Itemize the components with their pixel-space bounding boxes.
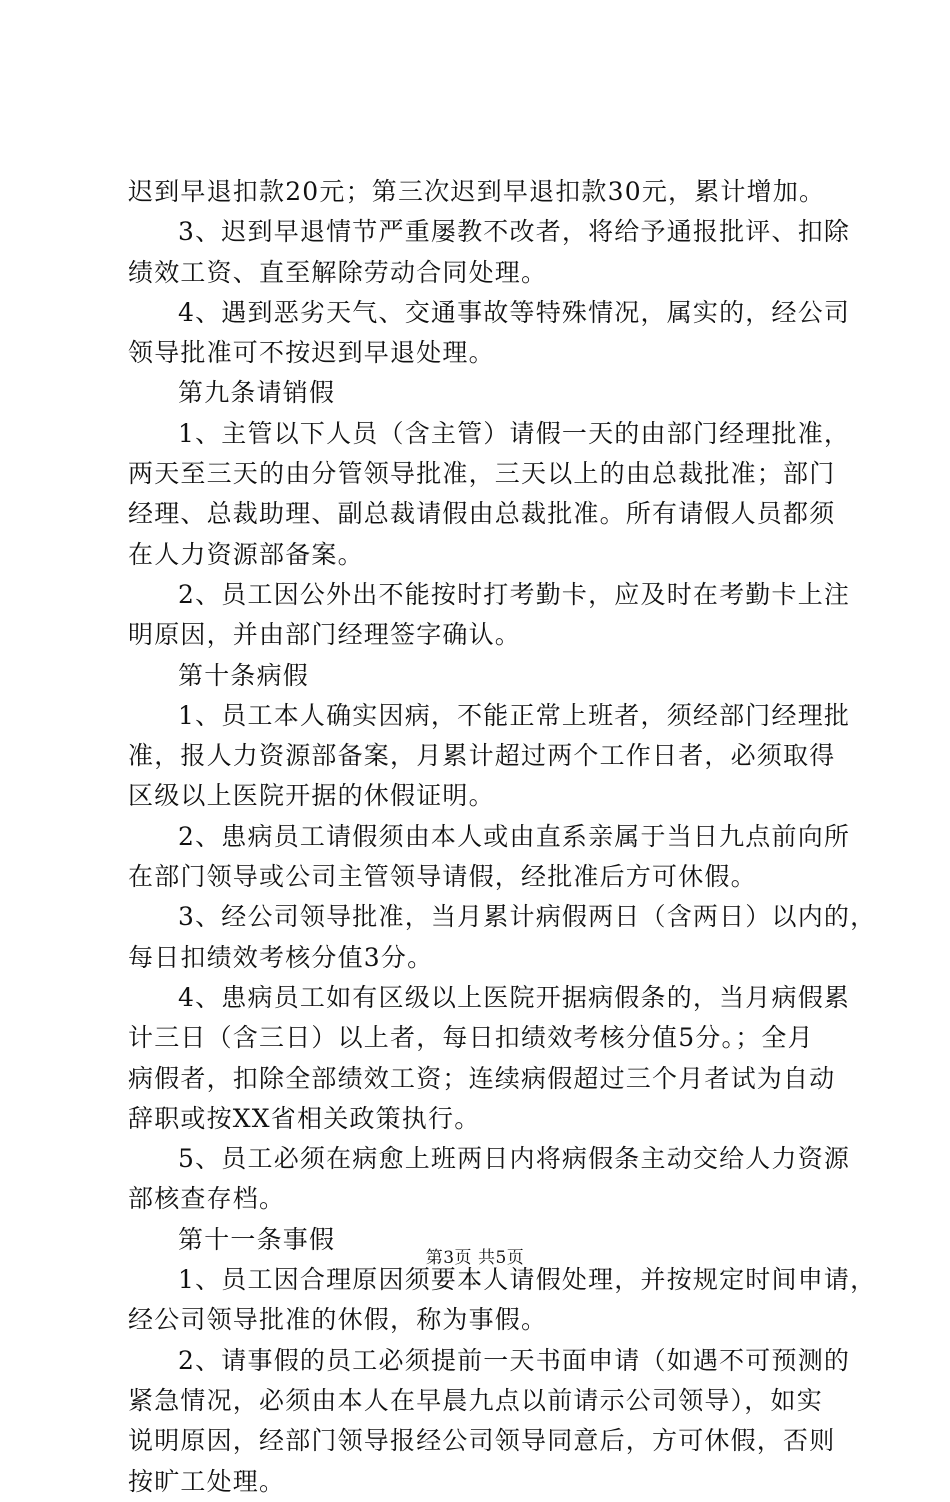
text-line: 经公司领导批准的休假，称为事假。	[128, 1305, 548, 1335]
text-line: 两天至三天的由分管领导批准，三天以上的由总裁批准；部门	[128, 459, 836, 489]
text-line: 在人力资源部备案。	[128, 539, 364, 569]
text-line: 部核查存档。	[128, 1184, 286, 1214]
text-line: 经理、总裁助理、副总裁请假由总裁批准。所有请假人员都须	[128, 499, 836, 529]
text-line: 准，报人力资源部备案，月累计超过两个工作日者，必须取得	[128, 741, 836, 771]
text-line: 1、员工本人确实因病，不能正常上班者，须经部门经理批	[178, 700, 851, 730]
text-line: 第十条病假	[178, 660, 310, 690]
text-line: 计三日（含三日）以上者，每日扣绩效考核分值5分。；全月	[128, 1023, 814, 1053]
text-line: 绩效工资、直至解除劳动合同处理。	[128, 257, 548, 287]
text-line: 每日扣绩效考核分值3分。	[128, 942, 434, 972]
text-line: 第十一条事假	[178, 1224, 336, 1254]
text-line: 4、遇到恶劣天气、交通事故等特殊情况，属实的，经公司	[178, 297, 851, 327]
text-line: 2、员工因公外出不能按时打考勤卡，应及时在考勤卡上注	[178, 579, 851, 609]
text-line: 1、员工因合理原因须要本人请假处理，并按规定时间申请，	[178, 1265, 877, 1295]
text-line: 明原因，并由部门经理签字确认。	[128, 620, 522, 650]
text-line: 1、主管以下人员（含主管）请假一天的由部门经理批准，	[178, 418, 851, 448]
text-line: 说明原因，经部门领导报经公司领导同意后，方可休假，否则	[128, 1426, 836, 1456]
text-line: 在部门领导或公司主管领导请假，经批准后方可休假。	[128, 862, 757, 892]
text-line: 迟到早退扣款20元；第三次迟到早退扣款30元，累计增加。	[128, 177, 826, 206]
text-line: 4、患病员工如有区级以上医院开据病假条的，当月病假累	[178, 982, 851, 1012]
text-line: 紧急情况，必须由本人在早晨九点以前请示公司领导），如实	[128, 1385, 823, 1415]
text-line: 按旷工处理。	[128, 1466, 286, 1496]
text-line: 领导批准可不按迟到早退处理。	[128, 338, 495, 368]
page-footer: 第3页 共5页	[425, 1248, 525, 1268]
text-line: 第九条请销假	[178, 378, 336, 408]
text-line: 5、员工必须在病愈上班两日内将病假条主动交给人力资源	[178, 1144, 851, 1174]
text-line: 3、经公司领导批准，当月累计病假两日（含两日）以内的，	[178, 902, 877, 932]
text-line: 区级以上医院开据的休假证明。	[128, 781, 495, 811]
document-body	[128, 172, 877, 1502]
text-line: 3、迟到早退情节严重屡教不改者，将给予通报批评、扣除	[178, 217, 851, 247]
text-line: 病假者，扣除全部绩效工资；连续病假超过三个月者试为自动	[128, 1063, 836, 1093]
text-line: 辞职或按XX省相关政策执行。	[128, 1103, 481, 1133]
text-line: 2、请事假的员工必须提前一天书面申请（如遇不可预测的	[178, 1345, 851, 1375]
text-line: 2、患病员工请假须由本人或由直系亲属于当日九点前向所	[178, 821, 851, 851]
